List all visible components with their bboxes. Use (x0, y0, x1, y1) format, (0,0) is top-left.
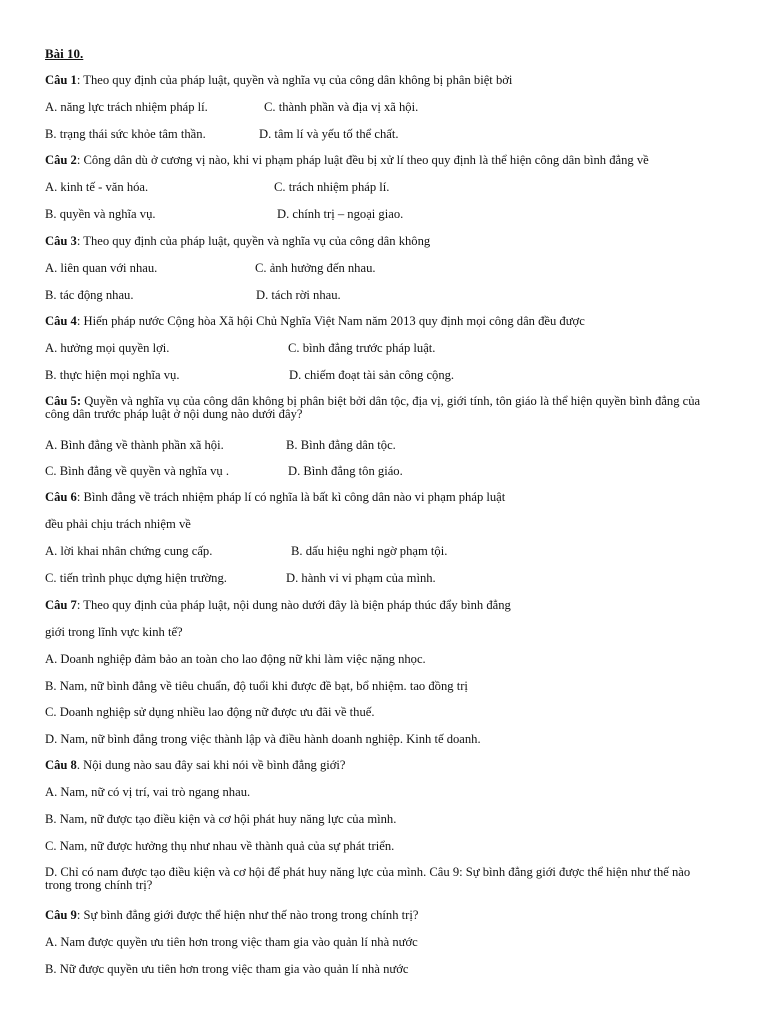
question-label: Câu 5: (45, 394, 82, 408)
q8-option-a: A. Nam, nữ có vị trí, vai trò ngang nhau. (45, 785, 251, 799)
q3-option-c: C. ảnh hưởng đến nhau. (255, 261, 376, 275)
question-label: Câu 1 (45, 73, 77, 87)
question-1 (45, 73, 512, 88)
question-label: Câu 3 (45, 234, 77, 248)
question-label: Câu 2 (45, 153, 77, 167)
question-label: Câu 4 (45, 314, 77, 328)
q4-option-c: C. bình đẳng trước pháp luật. (288, 341, 436, 355)
q3-option-d: D. tách rời nhau. (256, 288, 341, 302)
q8-option-d: D. Chỉ có nam được tạo điều kiện và cơ hội để phát huy năng lực của mình. Câu 9: Sự bình đẳng giới được thể hiện như thế nào trong trong chính trị? (45, 865, 691, 892)
q7-option-d: D. Nam, nữ bình đẳng trong việc thành lập và điều hành doanh nghiệp. Kinh tế doanh. (45, 732, 481, 746)
question-3 (45, 234, 430, 249)
q2-option-d: D. chính trị – ngoại giao. (277, 207, 404, 221)
q5-option-c: C. Bình đẳng về quyền và nghĩa vụ . (45, 464, 229, 478)
q2-option-b: B. quyền và nghĩa vụ. (45, 207, 156, 221)
q4-option-d: D. chiếm đoạt tài sản công cộng. (289, 368, 455, 382)
question-2 (45, 153, 649, 168)
q4-option-b: B. thực hiện mọi nghĩa vụ. (45, 368, 180, 382)
q9-option-a: A. Nam được quyền ưu tiên hơn trong việc tham gia vào quản lí nhà nước (45, 935, 418, 949)
question-9 (45, 908, 418, 923)
question-text: Quyền và nghĩa vụ của công dân không bị phân biệt bởi dân tộc, địa vị, giới tính, tôn giáo là thể hiện quyền bình đẳng của công dân trước pháp luật ở nội dung nào dưới đây? (45, 394, 701, 421)
q7-option-c: C. Doanh nghiệp sử dụng nhiều lao động nữ được ưu đãi về thuế. (45, 705, 375, 719)
q8-option-b: B. Nam, nữ được tạo điều kiện và cơ hội phát huy năng lực của mình. (45, 812, 397, 826)
question-6-continued: đều phải chịu trách nhiệm về (45, 517, 191, 531)
question-text: : Theo quy định của pháp luật, quyền và nghĩa vụ của công dân không bị phân biệt bởi (76, 73, 513, 87)
question-text: : Sự bình đẳng giới được thể hiện như thế nào trong trong chính trị? (76, 908, 419, 922)
q5-option-b: B. Bình đẳng dân tộc. (286, 438, 396, 452)
question-5 (45, 395, 713, 421)
question-text: : Theo quy định của pháp luật, nội dung nào dưới đây là biện pháp thúc đẩy bình đẳng (76, 598, 511, 612)
question-7 (45, 598, 511, 613)
q5-option-d: D. Bình đẳng tôn giáo. (288, 464, 403, 478)
q6-option-b: B. dấu hiệu nghi ngờ phạm tội. (291, 544, 448, 558)
q5-option-a: A. Bình đẳng về thành phần xã hội. (45, 438, 224, 452)
q6-option-a: A. lời khai nhân chứng cung cấp. (45, 544, 213, 558)
q8-option-c: C. Nam, nữ được hưởng thụ như nhau về thành quả của sự phát triển. (45, 839, 395, 853)
question-text: . Nội dung nào sau đây sai khi nói về bình đẳng giới? (76, 758, 346, 772)
q6-option-d: D. hành vi vi phạm của mình. (286, 571, 436, 585)
question-text: : Công dân dù ở cương vị nào, khi vi phạm pháp luật đều bị xử lí theo quy định là thể hiện công dân bình đẳng về (76, 153, 649, 167)
q3-option-a: A. liên quan với nhau. (45, 261, 158, 275)
q7-option-b: B. Nam, nữ bình đẳng về tiêu chuẩn, độ tuổi khi được đề bạt, bổ nhiệm. tao đồng trị (45, 679, 468, 693)
question-6 (45, 490, 505, 505)
question-text: : Theo quy định của pháp luật, quyền và nghĩa vụ của công dân không (76, 234, 431, 248)
q6-option-c: C. tiến trình phục dựng hiện trường. (45, 571, 227, 585)
question-7-continued: giới trong lĩnh vực kinh tế? (45, 625, 183, 639)
q1-option-d: D. tâm lí và yếu tố thể chất. (259, 127, 399, 141)
q7-option-a: A. Doanh nghiệp đảm bảo an toàn cho lao động nữ khi làm việc nặng nhọc. (45, 652, 426, 666)
q1-option-c: C. thành phần và địa vị xã hội. (264, 100, 419, 114)
q3-option-b: B. tác động nhau. (45, 288, 134, 302)
question-text: : Bình đẳng về trách nhiệm pháp lí có nghĩa là bất kì công dân nào vi phạm pháp luật (76, 490, 506, 504)
q4-option-a: A. hưởng mọi quyền lợi. (45, 341, 170, 355)
question-text: : Hiến pháp nước Cộng hòa Xã hội Chủ Nghĩa Việt Nam năm 2013 quy định mọi công dân đều được (76, 314, 585, 328)
q9-option-b: B. Nữ được quyền ưu tiên hơn trong việc tham gia vào quản lí nhà nước (45, 962, 409, 976)
question-4 (45, 314, 585, 329)
q2-option-c: C. trách nhiệm pháp lí. (274, 180, 390, 194)
page-title: Bài 10. (45, 46, 84, 61)
question-label: Câu 8 (45, 758, 77, 772)
q2-option-a: A. kinh tế - văn hóa. (45, 180, 149, 194)
question-8 (45, 758, 345, 773)
question-label: Câu 9 (45, 908, 77, 922)
q1-option-a: A. năng lực trách nhiệm pháp lí. (45, 100, 208, 114)
question-label: Câu 6 (45, 490, 77, 504)
q1-option-b: B. trạng thái sức khỏe tâm thần. (45, 127, 206, 141)
question-label: Câu 7 (45, 598, 77, 612)
